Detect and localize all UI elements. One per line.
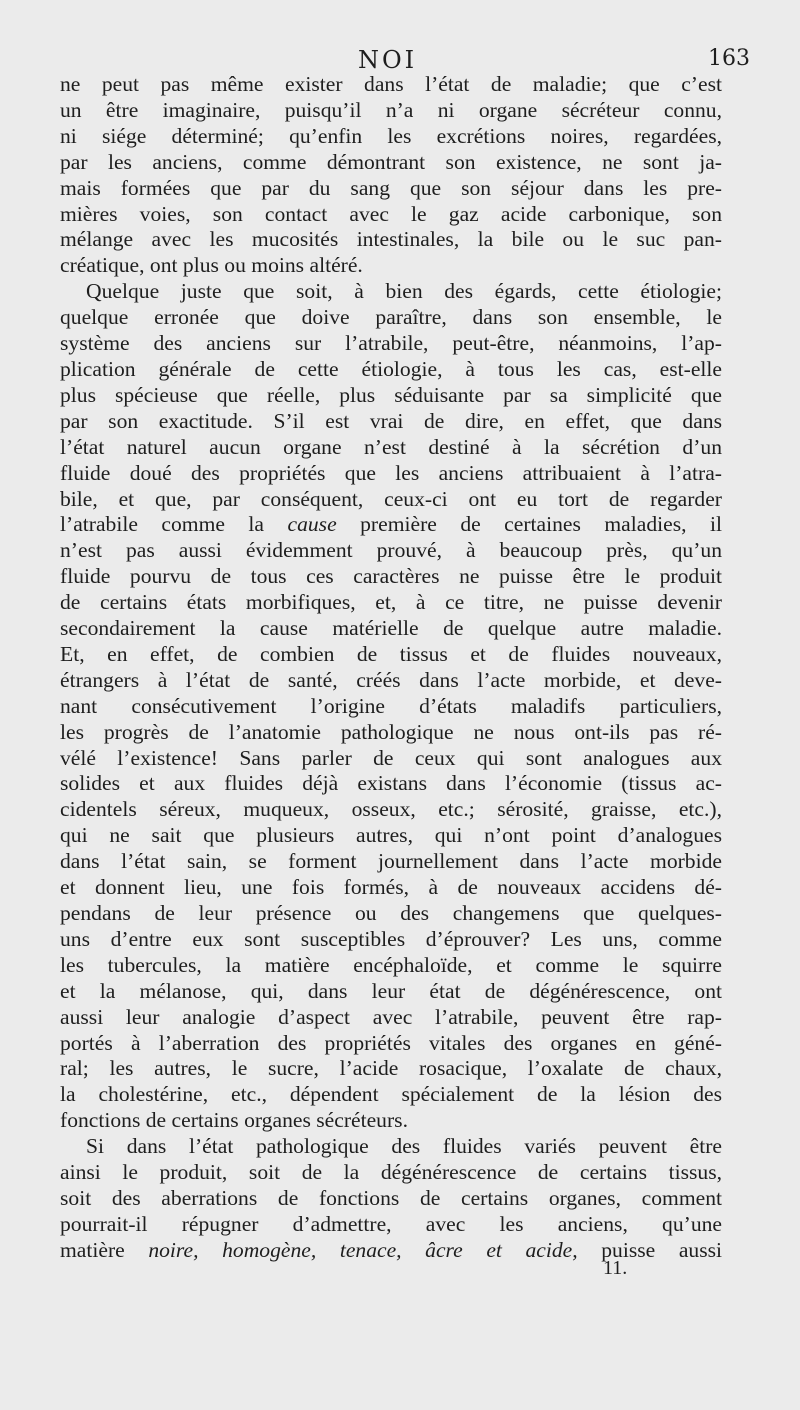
text-line: les tubercules, la matière encéphaloïde, et comme le squirre	[60, 952, 722, 977]
paragraph	[60, 279, 722, 1134]
text-line: cidentels séreux, muqueux, osseux, etc.; sérosité, graisse, etc.),	[60, 797, 722, 822]
text-line: vélé l’existence! Sans parler de ceux qui sont analogues aux	[60, 745, 722, 770]
text-line: nant consécutivement l’origine d’états maladifs particuliers,	[60, 693, 722, 718]
text-line: aussi leur analogie d’aspect avec l’atrabile, peuvent être rap-	[60, 1004, 722, 1029]
text-line: Quelque juste que soit, à bien des égards, cette étiologie;	[86, 279, 722, 304]
page-header	[60, 0, 750, 78]
text-line: par son exactitude. S’il est vrai de dire, en effet, que dans	[60, 408, 722, 433]
paragraph	[60, 1134, 722, 1264]
text-line: Et, en effet, de combien de tissus et de fluides nouveaux,	[60, 641, 722, 666]
text-line: mélange avec les mucosités intestinales, la bile ou le suc pan-	[60, 227, 722, 252]
text-line: plus spécieuse que réelle, plus séduisante par sa simplicité que	[60, 382, 722, 407]
text-line: Si dans l’état pathologique des fluides variés peuvent être	[86, 1134, 722, 1159]
text-line: ni siége déterminé; qu’enfin les excrétions noires, regardées,	[60, 123, 722, 148]
text-line: ne peut pas même exister dans l’état de maladie; que c’est	[60, 72, 722, 96]
signature-mark: 11.	[603, 1257, 628, 1279]
text-line: plication générale de cette étiologie, à tous les cas, est-elle	[60, 356, 722, 381]
text-line: ral; les autres, le sucre, l’acide rosacique, l’oxalate de chaux,	[60, 1056, 722, 1081]
text-line: un être imaginaire, puisqu’il n’a ni organe sécréteur connu,	[60, 97, 722, 122]
text-line: fonctions de certains organes sécréteurs.	[60, 1108, 408, 1133]
text-line: l’état naturel aucun organe n’est destiné à la sécrétion d’un	[60, 434, 722, 459]
running-head: NOI	[358, 46, 418, 74]
text-line: uns d’entre eux sont susceptibles d’éprouver? Les uns, comme	[60, 926, 722, 951]
text-line: ainsi le produit, soit de la dégénérescence de certains tissus,	[60, 1160, 722, 1185]
text-line: pendans de leur présence ou des changemens que quelques-	[60, 901, 722, 925]
text-line: fluide doué des propriétés que les anciens attribuaient à l’atra-	[60, 460, 722, 485]
text-line: pourrait-il répugner d’admettre, avec les anciens, qu’une	[60, 1211, 722, 1236]
text-line: secondairement la cause matérielle de quelque autre maladie.	[60, 616, 722, 641]
paragraph	[60, 72, 722, 279]
page-body	[60, 72, 722, 1264]
text-line: et donnent lieu, une fois formés, à de nouveaux accidens dé-	[60, 875, 722, 900]
text-line: l’atrabile comme la cause première de certaines maladies, il	[60, 512, 722, 537]
text-line: de certains états morbifiques, et, à ce titre, ne puisse devenir	[60, 590, 722, 615]
text-line: dans l’état sain, se forment journellement dans l’acte morbide	[60, 849, 722, 874]
text-line: fluide pourvu de tous ces caractères ne puisse être le produit	[60, 564, 722, 589]
text-line: et la mélanose, qui, dans leur état de dégénérescence, ont	[60, 978, 722, 1003]
text-line: mières voies, son contact avec le gaz acide carbonique, son	[60, 201, 722, 226]
text-line: n’est pas aussi évidemment prouvé, à beaucoup près, qu’un	[60, 538, 722, 563]
text-line: solides et aux fluides déjà existans dans l’économie (tissus ac-	[60, 771, 722, 796]
text-line: étrangers à l’état de santé, créés dans l’acte morbide, et deve-	[60, 667, 722, 692]
text-line: mais formées que par du sang que son séjour dans les pre-	[60, 175, 722, 200]
text-line: système des anciens sur l’atrabile, peut-être, néanmoins, l’ap-	[60, 331, 722, 356]
text-line: matière noire, homogène, tenace, âcre et acide, puisse aussi	[60, 1237, 723, 1262]
text-line: bile, et que, par conséquent, ceux-ci ont eu tort de regarder	[60, 486, 722, 511]
text-line: quelque erronée que doive paraître, dans son ensemble, le	[60, 305, 722, 330]
text-line: portés à l’aberration des propriétés vitales des organes en géné-	[60, 1030, 722, 1055]
text-line: les progrès de l’anatomie pathologique ne nous ont-ils pas ré-	[60, 719, 722, 744]
text-line: la cholestérine, etc., dépendent spécialement de la lésion des	[60, 1082, 722, 1107]
text-line: créatique, ont plus ou moins altéré.	[60, 253, 363, 278]
text-line: qui ne sait que plusieurs autres, qui n’ont point d’analogues	[60, 823, 722, 848]
page-number: 163	[708, 46, 750, 71]
text-line: soit des aberrations de fonctions de certains organes, comment	[60, 1185, 722, 1210]
text-line: par les anciens, comme démontrant son existence, ne sont ja-	[60, 149, 722, 174]
